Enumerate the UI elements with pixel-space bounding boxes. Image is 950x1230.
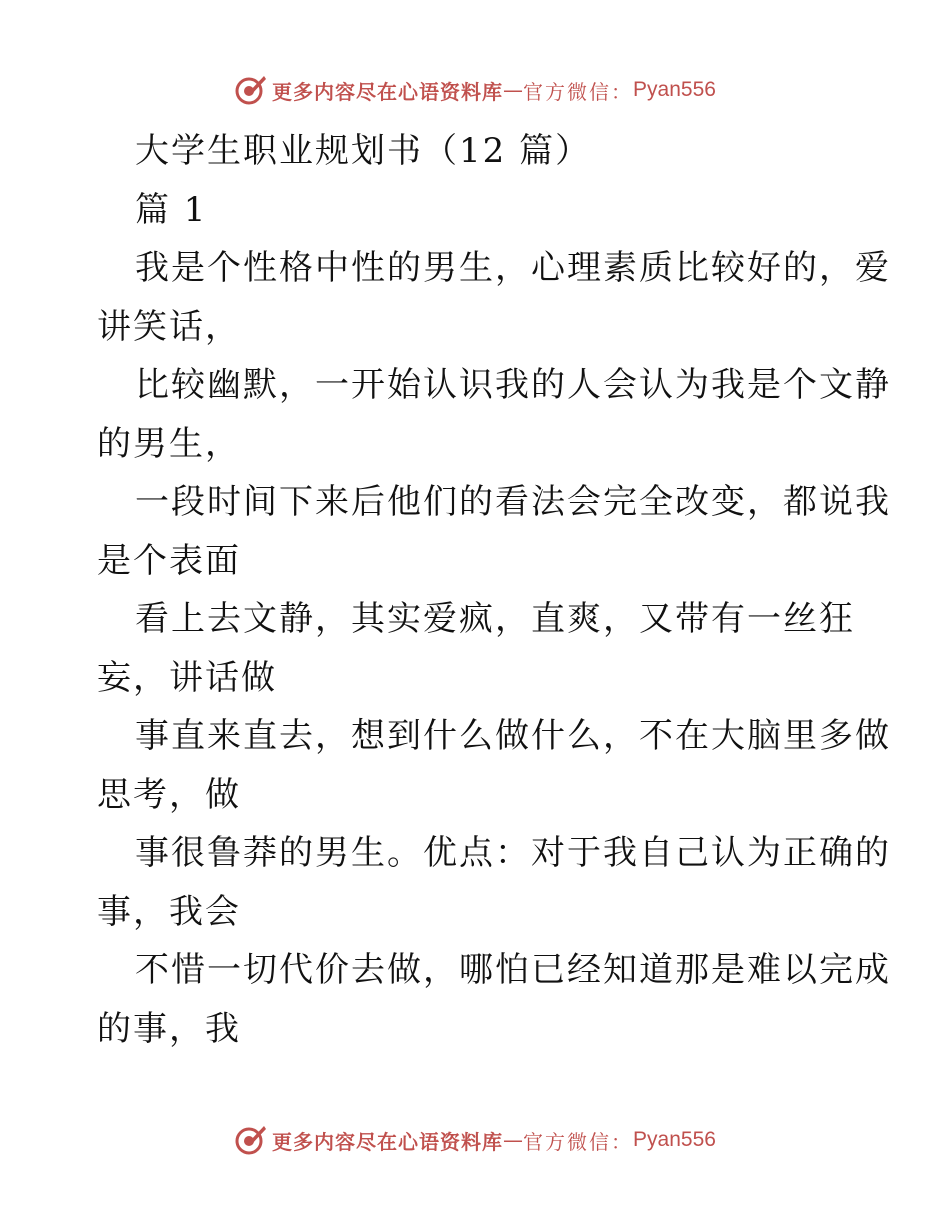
document-line: 事直来直去，想到什么做什么，不在大脑里多做 [135,716,891,756]
document-line: 一段时间下来后他们的看法会完全改变，都说我 [135,482,891,522]
document-line: 篇 1 [135,189,208,230]
header-wechat-id: Pyan556 [633,78,716,101]
document-line: 不惜一切代价去做，哪怕已经知道那是难以完成 [135,950,891,990]
document-line: 事，我会 [97,891,241,932]
footer-wechat-label: 官方微信： [523,1129,634,1154]
header-banner [0,70,950,110]
document-line: 的事，我 [97,1008,241,1049]
document-line: 的男生， [97,423,241,464]
document-line: 我是个性格中性的男生，心理素质比较好的，爱 [135,248,891,288]
footer-promo-text: 更多内容尽在心语资料库 [272,1129,504,1154]
quill-logo-icon [234,73,268,107]
document-line: 事很鲁莽的男生。优点：对于我自己认为正确的 [135,833,891,873]
header-wechat-label: 官方微信： [523,79,634,104]
document-line: 比较幽默，一开始认识我的人会认为我是个文静 [135,365,891,405]
document-line: 妄，讲话做 [97,657,277,698]
header-promo-text: 更多内容尽在心语资料库 [272,79,504,104]
footer-separator: — [503,1128,524,1152]
document-line: 讲笑话， [97,306,241,347]
quill-logo-icon [234,1123,268,1157]
document-line: 是个表面 [97,540,241,581]
document-body [97,122,891,1058]
document-line: 大学生职业规划书（12 篇） [135,131,592,171]
document-line: 思考，做 [97,774,241,815]
footer-banner [0,1120,950,1160]
header-separator: — [503,78,524,102]
document-line: 看上去文静，其实爱疯，直爽，又带有一丝狂 [135,599,855,639]
footer-wechat-id: Pyan556 [633,1128,716,1151]
